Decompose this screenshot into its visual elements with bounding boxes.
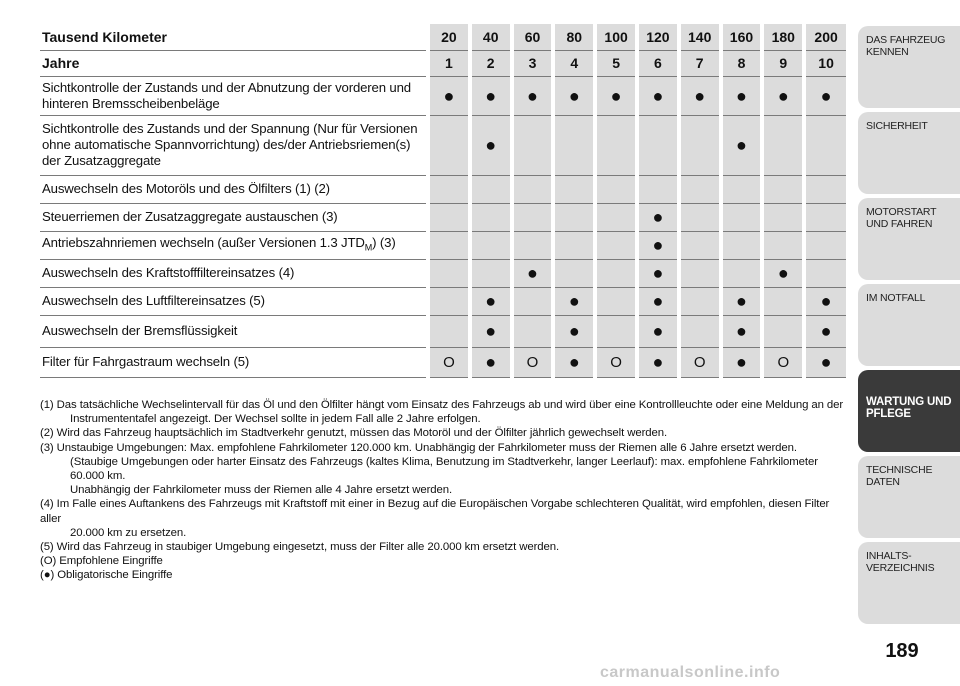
mandatory-mark	[512, 259, 554, 287]
empty-cell	[553, 203, 595, 231]
empty-cell	[762, 115, 804, 175]
footnote-1-cont: Instrumententafel angezeigt. Der Wechsel sollte in jedem Fall alle 2 Jahre erfolgen.	[70, 413, 481, 426]
mandatory-mark	[637, 259, 679, 287]
mark-glyph: ●	[568, 85, 580, 106]
recommended-mark	[428, 347, 470, 377]
km-cell: 160	[721, 24, 763, 50]
empty-cell	[679, 203, 721, 231]
empty-cell	[679, 175, 721, 203]
mark-glyph: ●	[820, 85, 832, 106]
empty-cell	[721, 203, 763, 231]
service-description-subscript: M	[364, 242, 373, 253]
service-description: Auswechseln des Kraftstofffiltereinsatzes (4)	[42, 265, 295, 280]
km-cell: 180	[762, 24, 804, 50]
year-cell: 10	[804, 50, 846, 76]
empty-cell	[595, 231, 637, 259]
year-cell: 9	[762, 50, 804, 76]
km-cell: 140	[679, 24, 721, 50]
empty-cell	[553, 115, 595, 175]
header-km-label: Tausend Kilometer	[42, 28, 167, 45]
mark-glyph: ●	[485, 321, 497, 341]
km-cell: 100	[595, 24, 637, 50]
year-cell: 5	[595, 50, 637, 76]
mandatory-mark	[595, 76, 637, 115]
footnotes	[40, 398, 846, 583]
km-cell: 60	[512, 24, 554, 50]
service-description: Sichtkontrolle der Zustands und der Abnutzung der vorderen und hinteren Bremsscheibenbeläge	[42, 79, 411, 111]
chapter-tab[interactable]: DAS FAHRZEUG KENNEN	[858, 26, 960, 108]
empty-cell	[762, 203, 804, 231]
mandatory-mark	[553, 347, 595, 377]
mandatory-mark	[470, 76, 512, 115]
empty-cell	[512, 287, 554, 315]
mark-glyph: ●	[443, 85, 455, 106]
mandatory-mark	[470, 115, 512, 175]
empty-cell	[470, 259, 512, 287]
mandatory-mark	[637, 231, 679, 259]
mandatory-mark	[637, 287, 679, 315]
table-row	[40, 231, 846, 259]
empty-cell	[679, 231, 721, 259]
mark-glyph: O	[610, 354, 622, 371]
empty-cell	[553, 259, 595, 287]
mandatory-mark	[553, 315, 595, 347]
mark-glyph: ●	[568, 291, 580, 311]
mark-glyph: ●	[652, 207, 664, 227]
empty-cell	[512, 115, 554, 175]
chapter-tab[interactable]: TECHNISCHE DATEN	[858, 456, 960, 538]
service-description: Filter für Fahrgastraum wechseln (5)	[42, 354, 250, 369]
table-row	[40, 259, 846, 287]
empty-cell	[721, 259, 763, 287]
mark-glyph: ●	[777, 263, 789, 283]
service-description: Sichtkontrolle des Zustands und der Spannung (Nur für Versionen ohne automatische Spannvorrichtung) des/der Antriebsriemen(s) der Zusatzaggregate	[42, 121, 418, 168]
mandatory-mark	[512, 76, 554, 115]
mandatory-mark	[804, 347, 846, 377]
empty-cell	[762, 231, 804, 259]
empty-cell	[595, 287, 637, 315]
mandatory-mark	[470, 315, 512, 347]
empty-cell	[595, 259, 637, 287]
mark-glyph: ●	[736, 135, 747, 155]
recommended-mark	[762, 347, 804, 377]
empty-cell	[428, 259, 470, 287]
table-row	[40, 347, 846, 377]
mandatory-mark	[762, 76, 804, 115]
mark-glyph: ●	[485, 135, 497, 155]
empty-cell	[428, 231, 470, 259]
empty-cell	[512, 203, 554, 231]
empty-cell	[762, 287, 804, 315]
km-cell: 20	[428, 24, 470, 50]
empty-cell	[595, 315, 637, 347]
chapter-tab[interactable]: IM NOTFALL	[858, 284, 960, 366]
table-row	[40, 76, 846, 115]
empty-cell	[553, 231, 595, 259]
mark-glyph: O	[526, 354, 539, 371]
mark-glyph: ●	[527, 85, 538, 106]
mandatory-mark	[804, 76, 846, 115]
recommended-mark	[595, 347, 637, 377]
footnote-4: (4) Im Falle eines Auftankens des Fahrzeugs mit Kraftstoff mit einer in Bezug auf die Europäischen Vorgabe schlechteren Qualität, wird empfohlen, diesen Filter aller	[40, 498, 830, 525]
year-cell: 1	[428, 50, 470, 76]
chapter-tabs	[858, 26, 960, 628]
mandatory-mark	[721, 115, 763, 175]
mandatory-mark	[721, 287, 763, 315]
mandatory-mark	[637, 347, 679, 377]
empty-cell	[804, 259, 846, 287]
empty-cell	[637, 115, 679, 175]
empty-cell	[762, 315, 804, 347]
mark-glyph: ●	[652, 321, 664, 341]
table-row	[40, 175, 846, 203]
mark-glyph: O	[777, 354, 790, 371]
km-cell: 120	[637, 24, 679, 50]
mandatory-mark	[637, 315, 679, 347]
mark-glyph: ●	[736, 321, 747, 341]
mark-glyph: ●	[652, 263, 664, 283]
service-description: Auswechseln des Motoröls und des Ölfilters (1) (2)	[42, 181, 330, 196]
mandatory-mark	[721, 76, 763, 115]
mark-glyph: ●	[610, 85, 622, 106]
service-description: Auswechseln der Bremsflüssigkeit	[42, 323, 238, 338]
empty-cell	[804, 175, 846, 203]
mark-glyph: ●	[652, 352, 664, 372]
mark-glyph: ●	[568, 352, 580, 372]
empty-cell	[679, 115, 721, 175]
header-row-km	[40, 24, 846, 50]
table-row	[40, 287, 846, 315]
mandatory-mark	[679, 76, 721, 115]
year-cell: 2	[470, 50, 512, 76]
mark-glyph: ●	[527, 263, 538, 283]
km-cell: 200	[804, 24, 846, 50]
mark-glyph: ●	[820, 321, 832, 341]
mark-glyph: ●	[736, 291, 747, 311]
empty-cell	[428, 203, 470, 231]
empty-cell	[428, 175, 470, 203]
recommended-mark	[512, 347, 554, 377]
mark-glyph: ●	[568, 321, 580, 341]
empty-cell	[595, 175, 637, 203]
empty-cell	[428, 115, 470, 175]
chapter-tab[interactable]: WARTUNG UND PFLEGE	[858, 370, 960, 452]
mandatory-mark	[470, 347, 512, 377]
mandatory-mark	[804, 287, 846, 315]
empty-cell	[637, 175, 679, 203]
table-row	[40, 203, 846, 231]
mandatory-mark	[553, 287, 595, 315]
empty-cell	[470, 203, 512, 231]
mandatory-mark	[553, 76, 595, 115]
chapter-tab[interactable]: INHALTS-VERZEICHNIS	[858, 542, 960, 624]
empty-cell	[595, 203, 637, 231]
empty-cell	[512, 231, 554, 259]
mark-glyph: ●	[736, 85, 747, 106]
empty-cell	[428, 287, 470, 315]
mandatory-mark	[804, 315, 846, 347]
chapter-tab[interactable]: MOTORSTART UND FAHREN	[858, 198, 960, 280]
recommended-mark	[679, 347, 721, 377]
mandatory-mark	[762, 259, 804, 287]
footnote-3-cont2: Unabhängig der Fahrkilometer muss der Riemen alle 4 Jahre ersetzt werden.	[70, 484, 453, 497]
chapter-tab[interactable]: SICHERHEIT	[858, 112, 960, 194]
watermark: carmanualsonline.info	[600, 664, 781, 681]
empty-cell	[804, 115, 846, 175]
mandatory-mark	[637, 203, 679, 231]
footnote-2: (2) Wird das Fahrzeug hauptsächlich im Stadtverkehr genutzt, müssen das Motoröl und der Ölfilter jährlich gewechselt werden.	[40, 427, 668, 440]
legend-mandatory: (●) Obligatorische Eingriffe	[40, 569, 173, 582]
footnote-1: (1) Das tatsächliche Wechselintervall für das Öl und den Ölfilter hängt vom Einsatz des Fahrzeugs ab und wird über eine Kontrollleuchte oder eine Meldung an der	[40, 399, 844, 411]
service-description	[40, 231, 428, 259]
page-number: 189	[885, 640, 919, 662]
mark-glyph: ●	[652, 291, 664, 311]
mark-glyph: ●	[652, 235, 664, 255]
table-row	[40, 115, 846, 175]
service-description-suffix: ) (3)	[372, 234, 396, 250]
header-row-years	[40, 50, 846, 76]
table-row	[40, 315, 846, 347]
mandatory-mark	[428, 76, 470, 115]
service-description: Auswechseln des Luftfiltereinsatzes (5)	[42, 293, 265, 308]
footnote-4-cont: 20.000 km zu ersetzen.	[70, 526, 187, 539]
mandatory-mark	[637, 76, 679, 115]
empty-cell	[679, 287, 721, 315]
header-years-label: Jahre	[42, 55, 80, 71]
mandatory-mark	[721, 347, 763, 377]
service-description: Steuerriemen der Zusatzaggregate austauschen (3)	[42, 209, 338, 224]
empty-cell	[721, 175, 763, 203]
mandatory-mark	[470, 287, 512, 315]
footnote-3-cont: (Staubige Umgebungen oder harter Einsatz des Fahrzeugs (kaltes Klima, Benutzung im Stadtverkehr, langer Leerlauf): max. empfohlene Fahrkilometer 60.000 km.	[70, 455, 818, 483]
mark-glyph: ●	[485, 352, 497, 372]
mark-glyph: ●	[820, 352, 832, 372]
empty-cell	[679, 315, 721, 347]
maintenance-schedule-table	[40, 24, 846, 378]
service-description-text: Antriebszahnriemen wechseln (außer Versionen 1.3 JTD	[42, 234, 365, 250]
empty-cell	[553, 175, 595, 203]
empty-cell	[595, 115, 637, 175]
mark-glyph: ●	[652, 85, 664, 106]
empty-cell	[470, 231, 512, 259]
empty-cell	[762, 175, 804, 203]
empty-cell	[804, 231, 846, 259]
km-cell: 40	[470, 24, 512, 50]
mark-glyph: ●	[485, 291, 497, 311]
mark-glyph: O	[693, 354, 706, 371]
mark-glyph: ●	[736, 352, 747, 372]
mandatory-mark	[721, 315, 763, 347]
empty-cell	[679, 259, 721, 287]
legend-recommended: (O) Empfohlene Eingriffe	[40, 555, 163, 568]
empty-cell	[470, 175, 512, 203]
mark-glyph: ●	[820, 291, 832, 311]
km-cell: 80	[553, 24, 595, 50]
year-cell: 8	[721, 50, 763, 76]
footnote-3: (3) Unstaubige Umgebungen: Max. empfohlene Fahrkilometer 120.000 km. Unabhängig der Fahrkilometer muss der Riemen alle 6 Jahre ersetzt werden.	[40, 441, 797, 454]
empty-cell	[721, 231, 763, 259]
empty-cell	[512, 315, 554, 347]
year-cell: 3	[512, 50, 554, 76]
footnote-5: (5) Wird das Fahrzeug in staubiger Umgebung eingesetzt, muss der Filter alle 20.000 km ersetzt werden.	[40, 541, 560, 554]
empty-cell	[512, 175, 554, 203]
mark-glyph: ●	[694, 85, 706, 106]
mark-glyph: O	[443, 354, 455, 371]
mark-glyph: ●	[777, 85, 789, 106]
year-cell: 7	[679, 50, 721, 76]
year-cell: 4	[553, 50, 595, 76]
empty-cell	[804, 203, 846, 231]
empty-cell	[428, 315, 470, 347]
year-cell: 6	[637, 50, 679, 76]
mark-glyph: ●	[485, 85, 497, 106]
